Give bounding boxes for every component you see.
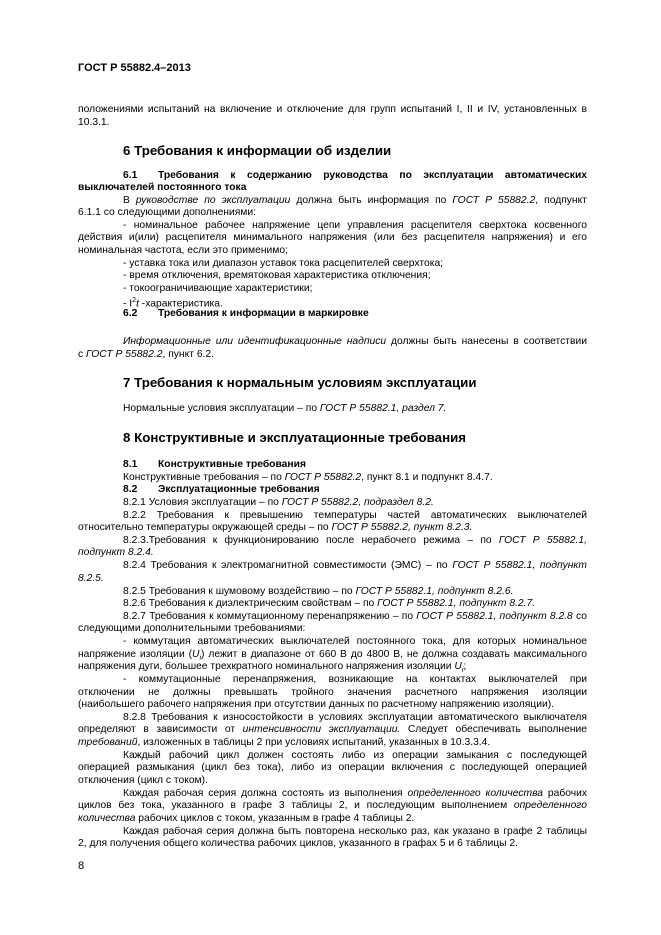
paragraph-line: 8.2.5. xyxy=(78,573,104,584)
paragraph-line: циклов без тока, указанного в графе 3 таблицы 2, и последующим выполнением определенного xyxy=(78,800,587,811)
paragraph-line: отключения (цикл с током). xyxy=(78,775,208,786)
paragraph-line: следующими дополнительными требованиями: xyxy=(78,623,306,634)
paragraph-line: 2, для получения общего количества рабочих циклов, указанного в графах 5 и 6 таблицы 2. xyxy=(78,838,518,849)
paragraph-line: 8.2.8 Требования к износостойкости в условиях эксплуатации автоматического выключателя xyxy=(123,712,587,723)
section-7-title: 7 Требования к нормальным условиям эксплуатации xyxy=(123,375,477,390)
subsection-8-1-title: Конструктивные требования xyxy=(158,459,306,470)
paragraph-line: 8.2.3.Требования к функционированию после нерабочего режима – по ГОСТ Р 55882.1, xyxy=(123,535,587,546)
paragraph-line: требований, изложенных в таблицы 2 при условиях испытаний, указанных в 10.3.3.4. xyxy=(78,737,491,748)
list-item: - уставка тока или диапазон уставок тока расцепителей сверхтока; xyxy=(123,258,444,269)
subsection-6-1-title: Требования к содержанию руководства по эксплуатации автоматических xyxy=(158,170,587,181)
list-item-cont: напряжение изоляции $(U_i)$ лежит в диапазоне от 660 В до 4800 В, не должна создавать максимального xyxy=(78,649,587,663)
subsection-8-1-number: 8.1 xyxy=(123,459,138,470)
intro-line: положениями испытаний на включение и отключение для групп испытаний I, II и IV, установленных в xyxy=(78,104,587,115)
list-item: - номинальное рабочее напряжение цепи управления расцепителя сверхтока косвенного xyxy=(123,220,587,231)
list-item: - $I^2t$ -характеристика. xyxy=(123,297,223,310)
subsection-6-2-title: Требования к информации в маркировке xyxy=(158,308,369,319)
subsection-6-1-title-cont: выключателей постоянного тока xyxy=(78,182,247,193)
paragraph-line: 8.2.1 Условия эксплуатации – по ГОСТ Р 55882.2, подраздел 8.2. xyxy=(123,497,434,508)
subsection-6-1-number: 6.1 xyxy=(123,170,138,181)
paragraph-line: 8.2.7 Требования к коммутационному перенапряжению – по ГОСТ Р 55882.1, подпункт 8.2.8 со xyxy=(123,611,587,622)
paragraph-line: с ГОСТ Р 55882.2, пункт 6.2. xyxy=(78,349,214,360)
paragraph-line: относительно температуры окружающей среды – по ГОСТ Р 55882.2, пункт 8.2.3. xyxy=(78,522,473,533)
paragraph-line: В руководстве по эксплуатации должна быть информация по ГОСТ Р 55882.2, подпункт xyxy=(123,195,587,206)
list-item-cont: номинальная частота, если это применимо; xyxy=(78,245,288,256)
paragraph-line: Информационные или идентификационные надписи должны быть нанесены в соответствии xyxy=(123,336,587,347)
list-item-cont: напряжения дуги, большее трехкратного номинального напряжения изоляции $U_i$; xyxy=(78,661,467,675)
subsection-8-2-number: 8.2 xyxy=(123,484,138,495)
paragraph-line: Каждая рабочая серия должна быть повторена несколько раз, как указано в графе 2 таблицы xyxy=(123,826,587,837)
list-item: - коммутационные перенапряжения, возникающие на контактах выключателей при xyxy=(123,674,587,685)
subsection-8-2-title: Эксплуатационные требования xyxy=(158,484,320,495)
list-item: - токоограничивающие характеристики; xyxy=(123,283,313,294)
paragraph-line: операцией размыкания (цикл без тока), либо из операции включения с последующей операцией xyxy=(78,762,587,773)
page-number: 8 xyxy=(78,860,85,872)
paragraph-line: 8.2.4 Требования к электромагнитной совместимости (ЭМС) – по ГОСТ Р 55882.1, подпункт xyxy=(123,560,587,571)
list-item-cont: действия и(или) расцепителя минимального напряжения (или без расцепителя напряжения) и его xyxy=(78,232,587,243)
paragraph-line: Каждый рабочий цикл должен состоять либо из операции замыкания с последующей xyxy=(123,750,587,761)
paragraph-line: 8.2.2 Требования к превышению температуры частей автоматических выключателей xyxy=(123,510,587,521)
section-8-title: 8 Конструктивные и эксплуатационные требования xyxy=(123,430,467,445)
list-item-cont: (наибольшего рабочего напряжения при отсутствии данных по расчетному напряжению изоляции). xyxy=(78,699,554,710)
list-item-cont: отключении не должны превышать тройного значения расчетного напряжения изоляции xyxy=(78,687,587,698)
paragraph-line: Конструктивные требования – по ГОСТ Р 55882.2, пункт 8.1 и подпункт 8.4.7. xyxy=(123,472,493,483)
document-code: ГОСТ Р 55882.4–2013 xyxy=(78,62,191,74)
paragraph-line: 6.1.1 со следующими дополнениями: xyxy=(78,207,257,218)
section-6-title: 6 Требования к информации об изделии xyxy=(123,143,392,158)
paragraph-line: Каждая рабочая серия должна состоять из выполнения определенного количества рабочих xyxy=(123,788,587,799)
paragraph-line: 8.2.6 Требования к диэлектрическим свойствам – по ГОСТ Р 55882.1, подпункт 8.2.7. xyxy=(123,598,536,609)
paragraph-line: 8.2.5 Требования к шумовому воздействию – по ГОСТ Р 55882.1, подпункт 8.2.6. xyxy=(123,586,514,597)
paragraph-line: определяют в зависимости от интенсивности эксплуатации. Следует обеспечивать выполнение xyxy=(78,724,587,735)
intro-line: 10.3.1. xyxy=(78,117,110,128)
list-item: - коммутация автоматических выключателей постоянного тока, для которых номинальное xyxy=(123,636,587,647)
paragraph-line: Нормальные условия эксплуатации – по ГОСТ Р 55882.1, раздел 7. xyxy=(123,403,447,414)
list-item: - время отключения, времятоковая характеристика отключения; xyxy=(123,270,431,281)
subsection-6-2-number: 6.2 xyxy=(123,308,138,319)
paragraph-line: подпункт 8.2.4. xyxy=(78,547,154,558)
paragraph-line: количества рабочих циклов с током, указанным в графе 4 таблицы 2. xyxy=(78,813,415,824)
